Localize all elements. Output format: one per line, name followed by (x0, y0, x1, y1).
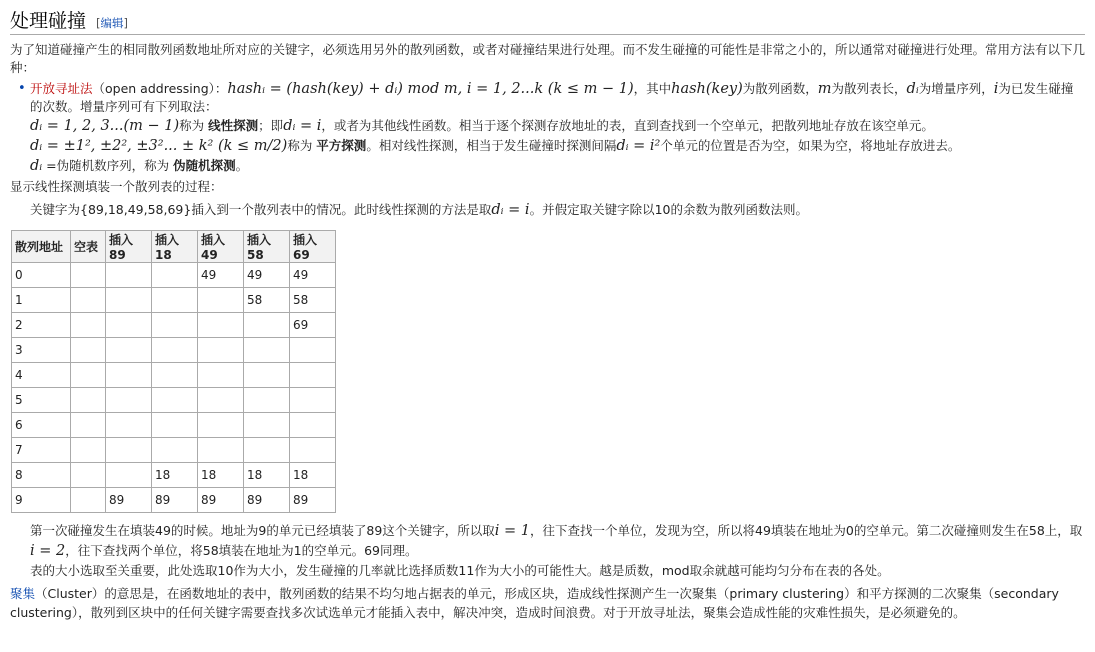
linear-probing-term: 线性探测 (208, 118, 259, 133)
table-cell (244, 338, 290, 363)
table-row (12, 363, 336, 388)
table-size-note: 表的大小选取至关重要，此处选取10作为大小，发生碰撞的几率就比选择质数11作为大小的可能性大。越是质数，mod取余就越可能均匀分布在表的各处。 (30, 563, 890, 578)
inc-text: ，或者为其他线性函数。相当于逐个探测存放地址的表，直到查找到一个空单元，把散列地址存放在该空单元。 (321, 118, 934, 133)
table-cell: 18 (244, 463, 290, 488)
table-cell: 49 (290, 263, 336, 288)
table-cell (71, 363, 106, 388)
table-cell (71, 388, 106, 413)
cluster-text: （Cluster）的意思是，在函数地址的表中，散列函数的结果不均匀地占据表的单元，形成区块，造成线性探测产生一次聚集（primary clustering）和平方探测的二次聚集（secondary clustering），散列到区块中的任何关键字需要查找多次试选单元才能插入表中，解决冲突，造成时间浪费。对于开放寻址法，聚集会造成性能的灾难性损失，是必须避免的。 (10, 586, 1059, 620)
after-formula-1: i = 1 (494, 523, 531, 539)
explanation (10, 521, 1085, 580)
address-cell: 8 (12, 463, 71, 488)
table-row (12, 413, 336, 438)
table-cell (244, 363, 290, 388)
table-header: 插入89 (106, 231, 152, 263)
table-cell (71, 413, 106, 438)
section-heading (10, 0, 1085, 35)
cluster-link[interactable]: 聚集 (10, 586, 36, 601)
table-cell (106, 388, 152, 413)
list-item-open-addressing (20, 80, 1085, 116)
table-cell: 58 (290, 288, 336, 313)
address-cell: 9 (12, 488, 71, 513)
table-row (12, 438, 336, 463)
address-cell: 5 (12, 388, 71, 413)
after-text: 第一次碰撞发生在填装49的时候。地址为9的单元已经填装了89这个关键字，所以取 (30, 523, 495, 538)
address-cell: 4 (12, 363, 71, 388)
table-cell (106, 463, 152, 488)
inc-text: =伪随机数序列，称为 (42, 158, 174, 173)
method-text: （open addressing）： (92, 81, 228, 96)
table-header-row (12, 231, 336, 263)
table-cell (71, 263, 106, 288)
table-cell (152, 438, 198, 463)
table-header: 插入49 (198, 231, 244, 263)
table-cell (106, 313, 152, 338)
table-cell (198, 413, 244, 438)
table-cell: 49 (198, 263, 244, 288)
table-cell (198, 438, 244, 463)
address-cell: 6 (12, 413, 71, 438)
increment-sequences (10, 116, 1085, 176)
address-cell: 7 (12, 438, 71, 463)
table-row (12, 463, 336, 488)
table-cell (198, 338, 244, 363)
hash-formula: hashᵢ = (hash(key) + dᵢ) mod m, i = 1, 2...k (k ≤ m − 1) (227, 81, 634, 97)
intro-paragraph: 为了知道碰撞产生的相同散列函数地址所对应的关键字，必须选用另外的散列函数，或者对碰撞结果进行处理。而不发生碰撞的可能性是非常之小的，所以通常对碰撞进行处理。常用方法有以下几种： (10, 42, 1086, 75)
table-body (12, 263, 336, 513)
table-cell: 58 (244, 288, 290, 313)
random-formula: dᵢ (30, 158, 43, 174)
methods-list (10, 80, 1085, 116)
table-cell (290, 413, 336, 438)
table-row (12, 488, 336, 513)
open-addressing-link[interactable]: 开放寻址法 (30, 81, 93, 96)
table-cell: 89 (290, 488, 336, 513)
table-cell (244, 413, 290, 438)
table-cell: 18 (290, 463, 336, 488)
table-cell (244, 438, 290, 463)
section-title: 处理碰撞 (10, 10, 87, 32)
table-cell (244, 313, 290, 338)
address-cell: 1 (12, 288, 71, 313)
address-cell: 2 (12, 313, 71, 338)
table-cell (71, 313, 106, 338)
table-cell (106, 413, 152, 438)
table-cell (152, 413, 198, 438)
table-cell (290, 438, 336, 463)
after-formula-2: i = 2 (30, 543, 66, 559)
table-cell (290, 363, 336, 388)
after-text: ，往下查找两个单位，将58填装在地址为1的空单元。69同理。 (65, 543, 418, 558)
table-cell: 18 (198, 463, 244, 488)
table-header: 空表 (71, 231, 106, 263)
linear-formula: dᵢ = 1, 2, 3...(m − 1) (30, 118, 180, 134)
cluster-paragraph (10, 584, 1085, 622)
table-cell (152, 388, 198, 413)
table-cell (106, 438, 152, 463)
edit-link-wrapper: [编辑] (96, 16, 129, 30)
demo-text: 关键字为{89,18,49,58,69}插入到一个散列表中的情况。此时线性探测的方法是取 (30, 202, 492, 217)
table-cell (198, 363, 244, 388)
quadratic-probing-line (30, 136, 1085, 156)
table-cell (290, 338, 336, 363)
address-cell: 3 (12, 338, 71, 363)
demo-description (10, 200, 1085, 220)
table-cell (71, 338, 106, 363)
table-cell (152, 338, 198, 363)
table-cell: 89 (198, 488, 244, 513)
inc-text: 。 (235, 158, 249, 173)
table-cell: 89 (244, 488, 290, 513)
address-cell: 0 (12, 263, 71, 288)
formula-i: i (993, 81, 999, 97)
table-cell (71, 438, 106, 463)
random-probing-line (30, 156, 1085, 176)
table-cell (106, 263, 152, 288)
table-cell: 89 (152, 488, 198, 513)
quadratic-formula: dᵢ = ±1², ±2², ±3²... ± k² (k ≤ m/2) (30, 138, 288, 154)
demo-text: 。并假定取关键字除以10的余数为散列函数法则。 (529, 202, 808, 217)
table-row (12, 313, 336, 338)
table-cell (106, 338, 152, 363)
quadratic-probing-term: 平方探测 (316, 138, 367, 153)
linear-formula-2: dᵢ = i (283, 118, 322, 134)
quadratic-formula-2: dᵢ = i² (616, 138, 661, 154)
after-text: ，往下查找一个单位，发现为空，所以将49填装在地址为0的空单元。第二次碰撞则发生在58上，取 (530, 523, 1083, 538)
formula-m: m (817, 81, 832, 97)
table-cell (106, 363, 152, 388)
probe-table (11, 230, 336, 513)
method-text: ，其中 (633, 81, 672, 96)
table-cell (152, 313, 198, 338)
method-text: 为散列表长， (831, 81, 907, 96)
table-cell (244, 388, 290, 413)
table-cell (106, 288, 152, 313)
demo-formula: dᵢ = i (491, 202, 530, 218)
table-row (12, 388, 336, 413)
method-text: 为已发生碰撞的次数。增量序列可有下列取法： (30, 81, 1074, 114)
inc-text: 个单元的位置是否为空，如果为空，将地址存放进去。 (660, 138, 961, 153)
table-cell: 49 (244, 263, 290, 288)
table-cell: 69 (290, 313, 336, 338)
edit-link[interactable]: 编辑 (100, 16, 124, 30)
method-text: 为增量序列， (918, 81, 994, 96)
table-cell (71, 488, 106, 513)
table-cell (198, 288, 244, 313)
random-probing-term: 伪随机探测 (173, 158, 236, 173)
table-cell (71, 463, 106, 488)
demo-heading: 显示线性探测填装一个散列表的过程： (10, 179, 223, 194)
formula-hash: hash(key) (671, 81, 743, 97)
table-cell (71, 288, 106, 313)
table-header: 插入18 (152, 231, 198, 263)
table-header: 插入58 (244, 231, 290, 263)
table-cell (198, 388, 244, 413)
table-header: 插入69 (290, 231, 336, 263)
linear-probing-line (30, 116, 1085, 136)
table-cell (198, 313, 244, 338)
table-cell: 18 (152, 463, 198, 488)
inc-text: 称为 (287, 138, 317, 153)
table-cell (152, 263, 198, 288)
inc-text: 。相对线性探测，相当于发生碰撞时探测间隔 (366, 138, 617, 153)
method-text: 为散列函数， (742, 81, 818, 96)
table-row (12, 288, 336, 313)
table-cell (152, 288, 198, 313)
inc-text: 称为 (179, 118, 209, 133)
table-row (12, 263, 336, 288)
inc-text: ；即 (258, 118, 284, 133)
table-row (12, 338, 336, 363)
table-cell: 89 (106, 488, 152, 513)
collision-explanation (30, 521, 1085, 561)
table-cell (290, 388, 336, 413)
table-cell (152, 363, 198, 388)
table-header: 散列地址 (12, 231, 71, 263)
formula-di: dᵢ (906, 81, 919, 97)
